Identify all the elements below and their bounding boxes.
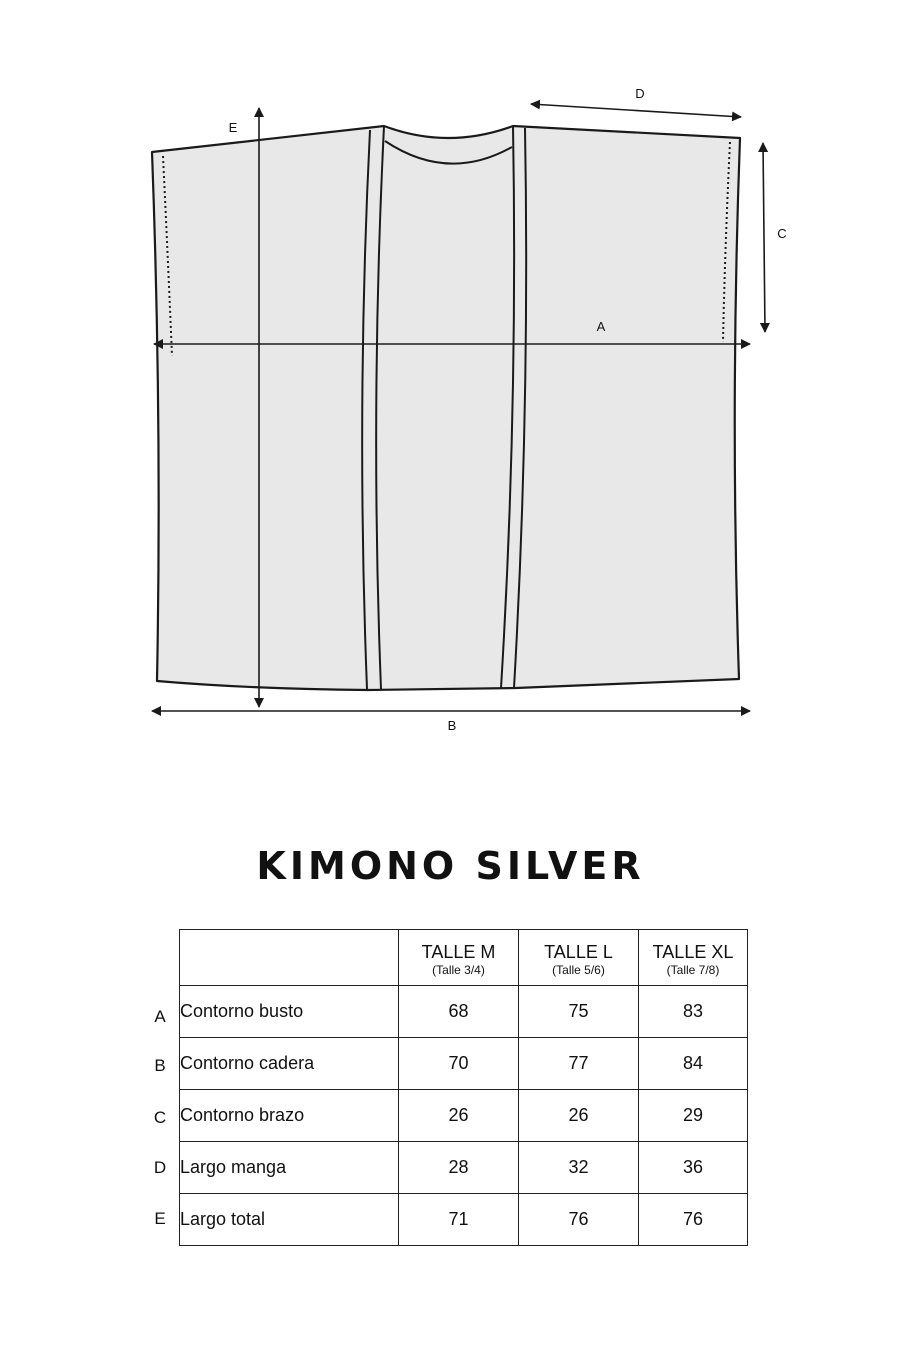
value-cell: 77: [519, 1038, 639, 1090]
table-row: [180, 1142, 748, 1194]
header-size-l: [519, 930, 639, 986]
value-cell: 75: [519, 986, 639, 1038]
row-label: Contorno busto: [180, 986, 399, 1038]
size-sub: (Talle 3/4): [432, 962, 485, 977]
size-sub: (Talle 5/6): [552, 962, 605, 977]
product-title: KIMONO SILVER: [256, 844, 645, 888]
value-cell: 71: [399, 1194, 519, 1246]
label-b: B: [447, 718, 457, 733]
value-cell: 76: [519, 1194, 639, 1246]
value-cell: 36: [639, 1142, 748, 1194]
row-label: Contorno cadera: [180, 1038, 399, 1090]
value-cell: 32: [519, 1142, 639, 1194]
label-c: C: [777, 226, 787, 241]
size-name: TALLE M: [421, 941, 496, 962]
value-cell: 70: [399, 1038, 519, 1090]
size-name: TALLE L: [544, 941, 613, 962]
measure-line-d: [531, 104, 741, 117]
row-letter-e: E: [154, 1209, 166, 1228]
table-row: [180, 986, 748, 1038]
kimono-outline: [152, 126, 740, 690]
header-empty-cell: [180, 930, 399, 986]
label-d: D: [635, 86, 645, 101]
row-label: Largo total: [180, 1194, 399, 1246]
value-cell: 29: [639, 1090, 748, 1142]
value-cell: 28: [399, 1142, 519, 1194]
value-cell: 84: [639, 1038, 748, 1090]
header-size-m: [399, 930, 519, 986]
row-letter-c: C: [153, 1108, 167, 1127]
row-label: Contorno brazo: [180, 1090, 399, 1142]
table-row: [180, 1038, 748, 1090]
measure-line-c: [763, 143, 765, 332]
value-cell: 26: [519, 1090, 639, 1142]
table-row: [180, 1194, 748, 1246]
size-name: TALLE XL: [652, 941, 734, 962]
value-cell: 26: [399, 1090, 519, 1142]
table-row: [180, 1090, 748, 1142]
value-cell: 83: [639, 986, 748, 1038]
value-cell: 68: [399, 986, 519, 1038]
label-a: A: [596, 319, 606, 334]
size-sub: (Talle 7/8): [666, 962, 720, 977]
row-letter-d: D: [153, 1158, 167, 1177]
header-size-xl: [639, 930, 748, 986]
row-letter-a: A: [154, 1007, 166, 1026]
value-cell: 76: [639, 1194, 748, 1246]
label-e: E: [228, 120, 238, 135]
row-label: Largo manga: [180, 1142, 399, 1194]
row-letter-b: B: [154, 1056, 166, 1075]
size-table: [179, 929, 748, 1246]
table-header-row: [180, 930, 748, 986]
